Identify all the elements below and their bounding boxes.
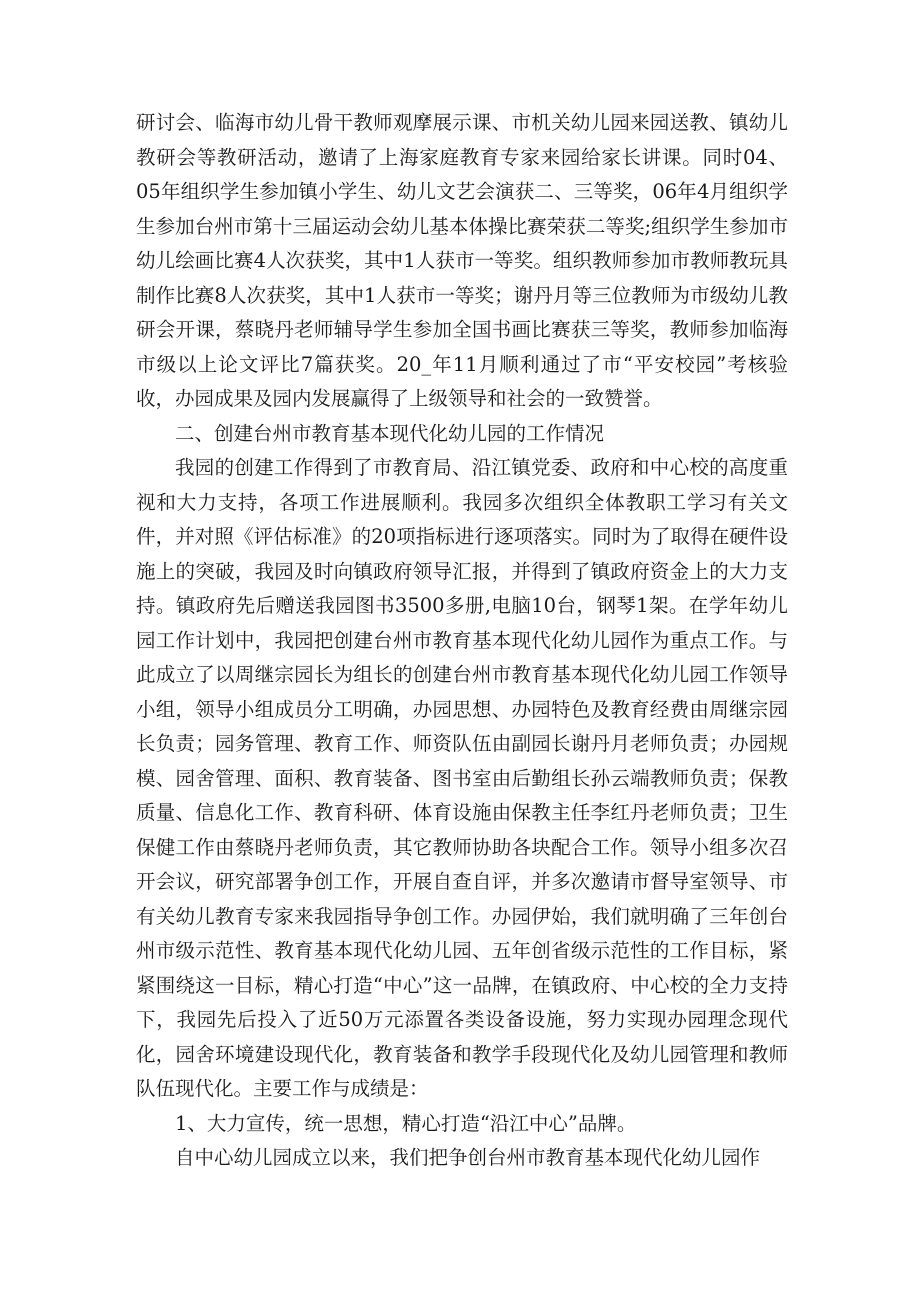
section-heading-creation-work: 二、创建台州市教育基本现代化幼儿园的工作情况 [175,421,605,445]
paragraph-creation-work: 我园的创建工作得到了市教育局、沿江镇党委、政府和中心校的高度重视和大力支持，各项工作进展顺利。我园多次组织全体教职工学习有关文件，并对照《评估标准》的20项指标进行逐项落实。同时为了取得在硬件设施上的突破，我园及时向镇政府领导汇报，并得到了镇政府资金上的大力支持。镇政府先后赠送我园图书3500多册,电脑10台，钢琴1架。在学年幼儿园工作计划中，我园把创建台州市教育基本现代化幼儿园作为重点工作。与此成立了以周继宗园长为组长的创建台州市教育基本现代化幼儿园工作领导小组，领导小组成员分工明确，办园思想、办园特色及教育经费由周继宗园长负责；园务管理、教育工作、师资队伍由副园长谢丹月老师负责；办园规模、园舍管理、面积、教育装备、图书室由后勤组长孙云端教师负责；保教质量、信息化工作、教育科研、体育设施由保教主任李红丹老师负责；卫生保健工作由蔡晓丹老师负责，其它教师协助各块配合工作。领导小组多次召开会议，研究部署争创工作，开展自查自评，并多次邀请市督导室领导、市有关幼儿教育专家来我园指导争创工作。办园伊始，我们就明确了三年创台州市级示范性、教育基本现代化幼儿园、五年创省级示范性的工作目标，紧紧围绕这一目标，精心打造“中心”这一品牌，在镇政府、中心校的全力支持下，我园先后投入了近50万元添置各类设备设施，努力实现办园理念现代化，园舍环境建设现代化，教育装备和教学手段现代化及幼儿园管理和教师队伍现代化。主要工作与成绩是： [136,456,788,1100]
document-body [136,106,788,1176]
subheading-brand-building: 1、大力宣传，统一思想，精心打造“沿江中心”品牌。 [175,1111,637,1135]
paragraph-brand-building: 自中心幼儿园成立以来，我们把争创台州市教育基本现代化幼儿园作 [175,1146,761,1169]
paragraph-achievements: 研讨会、临海市幼儿骨干教师观摩展示课、市机关幼儿园来园送教、镇幼儿教研会等教研活动，邀请了上海家庭教育专家来园给家长讲课。同时04、05年组织学生参加镇小学生、幼儿文艺会演获二、三等奖，06年4月组织学生参加台州市第十三届运动会幼儿基本体操比赛荣获二等奖;组织学生参加市幼儿绘画比赛4人次获奖，其中1人获市一等奖。组织教师参加市教师教玩具制作比赛8人次获奖，其中1人获市一等奖；谢丹月等三位教师为市级幼儿教研会开课，蔡晓丹老师辅导学生参加全国书画比赛获三等奖，教师参加临海市级以上论文评比7篇获奖。20_年11月顺利通过了市“平安校园”考核验收，办园成果及园内发展赢得了上级领导和社会的一致赞誉。 [136,111,788,410]
